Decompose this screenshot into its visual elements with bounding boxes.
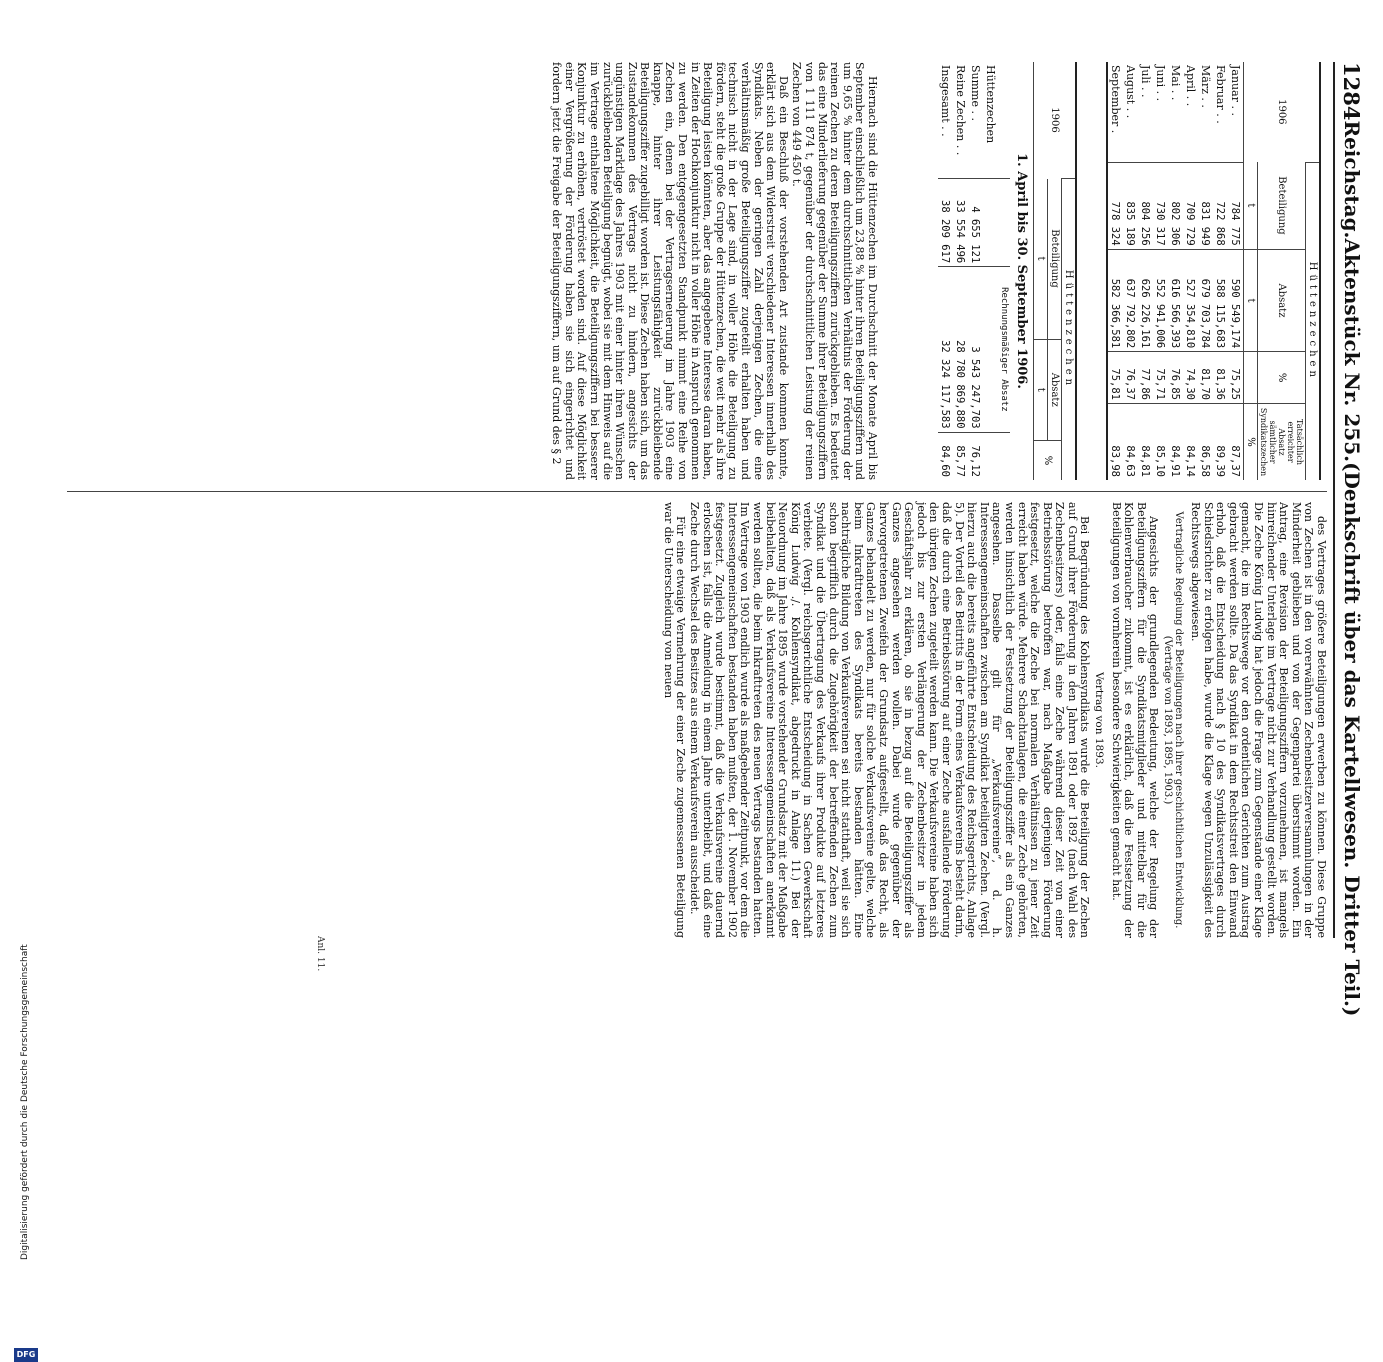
- table-row: [1198, 62, 1213, 480]
- right-column-text-2: [661, 502, 1090, 938]
- paragraph: Daß ein Beschluß der vorstehenden Art zustande kommen konnte, erklärt sich aus dem Widerstreit verschiedener Interessen innerhalb des Syndikats. Neben der geringen Zahl derjenigen Zechen, die eine verhältnismäßig große Beteiligungsziffer zugeteilt erhalten haben und technisch nicht in der Lage sind, in voller Höhe die Beteiligung zu fördern, steht die große Gruppe der Hüttenzechen, die weit mehr als ihre Beteiligung leisten könnten, aber das angegebene Interesse daran haben, in Zeiten der Hochkonjunktur nicht in voller Höhe in Anspruch genommen zu werden. Den entgegengesetzten Standpunkt nimmt eine Reihe von Zechen ein, denen bei der Vertragserneuerung im Jahre 1903 eine knappe, hinter ihrer Leistungsfähigkeit zurückbleibende Beteiligungsziffer zugebilligt worden ist. Diese Zechen haben sich, um das Zustandekommen des Vertrags nicht zu hindern, angesichts der ungünstigen Marktlage des Jahres 1903 mit einer hinter ihren Wünschen zurückbleibenden Beteiligung begnügt, wobei sie mit dem Hinweis auf die im Vertrage enthaltene Möglichkeit, die Beteiligungsziffern bei besserer Konjunktur zu erhöhen, vertröstet worden sind. Auf diese Möglichkeit einer Vergrößerung der Förderung haben sie sich eingerichtet und fordern jetzt die Freigabe der Beteiligungsziffern, um auf Grund des § 2: [550, 62, 790, 480]
- row-label: Reine Zechen . .: [954, 65, 967, 156]
- table-cell: 626 226,161: [1138, 249, 1153, 352]
- table-row: [1123, 62, 1138, 480]
- table-cell: 637 792,802: [1123, 249, 1138, 352]
- table2-col-absatz: Absatz: [1048, 339, 1062, 440]
- table-cell: 87,37: [1228, 404, 1244, 481]
- table-cell: 4 655 121: [968, 179, 983, 267]
- table-cell: 32 324 117,583: [938, 267, 953, 432]
- table-cell: 81,70: [1198, 352, 1213, 404]
- table-row: [938, 62, 953, 480]
- table-cell: 86,58: [1198, 404, 1213, 481]
- page-header: [1339, 62, 1365, 1017]
- row-label: Juni . .: [1154, 65, 1167, 102]
- table-row: [1228, 62, 1244, 480]
- table-cell: 835 189: [1123, 162, 1138, 249]
- row-label: Juli . .: [1139, 65, 1152, 98]
- table-cell: 75,25: [1228, 352, 1244, 404]
- table-row: [1168, 62, 1183, 480]
- table1-body: [1108, 62, 1244, 480]
- subsection-title: Vertrag von 1893.: [1093, 672, 1106, 768]
- table1-col-percent: %: [1258, 352, 1306, 404]
- table-cell: 28 780 869,880: [953, 267, 968, 432]
- column-divider: [67, 491, 1327, 492]
- table-cell: 75,81: [1108, 352, 1123, 404]
- table-cell: 590 549,174: [1228, 249, 1244, 352]
- table-cell: 84,91: [1168, 404, 1183, 481]
- table-cell: 77,86: [1138, 352, 1153, 404]
- monthly-table: [1106, 62, 1321, 480]
- table1-group-title: Hüttenzechen: [1306, 162, 1320, 480]
- section-intro: Angesichts der grundlegenden Bedeutung, welche der Regelung der Beteiligungsziffern für die Syndikatsmitglieder und mittelbar für die Kohlenverbraucher zukommt, ist es erklärlich, daß die Festsetzung der Beteiligungen von vornherein besondere Schwierigkeiten gemacht hat.: [1109, 502, 1161, 938]
- table-cell: 802 306: [1168, 162, 1183, 249]
- table-cell: 38 209 617: [938, 179, 953, 267]
- digitization-credit-text: Digitalisierung gefördert durch die Deutsche Forschungsgemeinschaft: [20, 944, 30, 1260]
- table-cell: [983, 267, 998, 432]
- table-cell: 778 324: [1108, 162, 1123, 249]
- right-column: [660, 502, 1327, 938]
- table1-unit: t: [1244, 249, 1258, 352]
- table-cell: 3 543 247,703: [968, 267, 983, 432]
- row-label: Januar . .: [1229, 65, 1242, 116]
- table-cell: 74,30: [1183, 352, 1198, 404]
- table-cell: 722 868: [1213, 162, 1228, 249]
- table-row: [983, 62, 998, 480]
- summary-table: [938, 62, 1077, 480]
- dfg-logo: DFG: [14, 1348, 38, 1362]
- table-cell: 84,63: [1123, 404, 1138, 481]
- row-label: Summe . .: [969, 65, 982, 121]
- right-column-text: [1188, 502, 1327, 938]
- table1-col-total: Tatsächlich erreichter Absatz sämtlicher Syndikatszechen: [1258, 404, 1306, 481]
- header-document: Aktenstück Nr. 255.: [1340, 238, 1364, 463]
- table-row: [1153, 62, 1168, 480]
- table2-subheader: Rechnungsmäßiger Absatz: [998, 267, 1010, 432]
- row-label: September .: [1109, 65, 1122, 134]
- table-cell: 588 115,683: [1213, 249, 1228, 352]
- header-title: (Denkschrift über das Kartellwesen. Dritter Teil.): [1340, 462, 1364, 1017]
- table-row: [1183, 62, 1198, 480]
- table1-unit: t: [1244, 162, 1258, 249]
- paragraph: des Vertrages größere Beteiligungen erwerben zu können. Diese Gruppe von Zechen ist in den vorerwähnten Zechenbesitzerversammlungen in der Minderheit geblieben und von der Gegenpartei überstimmt worden. Ein Antrag, eine Revision der Beteiligungsziffern vorzunehmen, ist mangels hinreichender Unterlage im Vertrage nicht zur Verhandlung gestellt worden. Die Zeche König Ludwig hat jedoch die Frage zum Gegenstande einer Klage gemacht, die im Rechtswege vor den ordentlichen Gerichten zum Austrag gebracht werden sollte. Da das Syndikat in dem Rechtsstreit den Einwand erhob, daß die Entscheidung nach § 10 des Syndikatsvertrages durch Schiedsrichter zu erfolgen habe, wurde die Klage wegen Unzulässigkeit des Rechtswegs abgewiesen.: [1189, 502, 1328, 938]
- table2-body: [938, 62, 1010, 480]
- table-row: [1213, 62, 1228, 480]
- table-row: [953, 62, 968, 480]
- table2-unit: t: [1034, 179, 1048, 340]
- row-label: Mai . .: [1169, 65, 1182, 101]
- table1-unit: %: [1244, 404, 1258, 481]
- table-cell: [983, 432, 998, 480]
- table-cell: 84,60: [938, 432, 953, 480]
- table-cell: 89,39: [1213, 404, 1228, 481]
- table2-col-beteiligung: Beteiligung: [1048, 179, 1062, 340]
- paragraph: Bei Begründung des Kohlensyndikats wurde die Beteiligung der Zechen auf Grund ihrer Förderung in den Jahren 1891 oder 1892 (nach Wahl des Zechenbesitzers) oder, falls eine Zeche während dieser Zeit von einer Betriebsstörung betroffen war, nach Maßgabe derjenigen Förderung festgesetzt, welche die Zeche bei normalen Verhältnissen zu jener Zeit erreicht haben würde. Mehrere Schachtanlagen, die einer Zeche gehörten, werden hinsichtlich der Festsetzung der Beteiligungsziffer als ein Ganzes angesehen. Dasselbe gilt für „Verkaufsvereine“, d. h. Interessengemeinschaften zwischen am Syndikat beteiligten Zechen. (Vergl. hierzu auch die bereits angeführte Entscheidung des Reichsgerichts, Anlage 5). Der Vorteil des Beitritts in der Form eines Verkaufsvereins besteht darin, daß die durch eine Betriebsstörung auf einer Zeche ausfallende Förderung den übrigen Zechen zugeteilt werden kann. Die Verkaufsvereine haben sich jedoch bis zur ersten Verlängerung der Zechenbesitzer in jedem Geschäftsjahr zu erklären, ob sie in bezug auf die Beteiligungsziffer als Ganzes angesehen werden wollen. Dabei wurde gegenüber der hervorgetretenen Zweifeln der Grundsatz aufgestellt, daß das Recht, als Ganzes behandelt zu werden, nur für solche Verkaufsvereine gelte, welche beim Inkrafttreten des Syndikats bereits bestanden hätten. Eine nachträgliche Bildung von Verkaufsvereinen sei nicht statthaft, weil sie sich schon begrifflich durch die Zugehörigkeit der betreffenden Zechen zum Syndikat und die Übertragung des Verkaufs ihrer Produkte auf letzteres verbiete. (Vergl. reichsgerichtliche Entscheidung in Sachen Gewerkschaft König Ludwig ./. Kohlensyndikat, abgedruckt in Anlage 11.) Bei der Neuordnung im Jahre 1895 wurde vorstehender Grundsatz mit der Maßgabe beibehalten, daß als Verkaufsvereine Interessengemeinschaften anerkannt werden sollten, die beim Inkrafttreten des neuen Vertrags bestanden hatten. Im Vertrage von 1903 endlich wurde als maßgebender Zeitpunkt, vor dem die Interessengemeinschaften bestanden haben mußten, der 1. November 1902 festgesetzt. Zugleich wurde bestimmt, daß die Verkaufsvereine dauernd erloschen ist, falls die Anmeldung in einem Jahre unterbleibt, und daß eine Zeche durch Wechsel des Besitzes aus einem Verkaufsverein ausscheidet.: [688, 502, 1092, 938]
- table-cell: 33 554 496: [953, 179, 968, 267]
- table-cell: 84,81: [1138, 404, 1153, 481]
- left-column-text: [549, 62, 878, 480]
- margin-note: Anl. 11.: [315, 936, 325, 972]
- row-label: März . .: [1199, 65, 1212, 108]
- table2-unit: t: [1034, 339, 1048, 440]
- table-cell: 730 317: [1153, 162, 1168, 249]
- table-cell: 76,12: [968, 432, 983, 480]
- table1-year: 1906: [1244, 62, 1320, 162]
- table-cell: 527 354,810: [1183, 249, 1198, 352]
- table2-col-percent: %: [1034, 440, 1062, 480]
- row-label: August . .: [1124, 65, 1137, 119]
- table-row: [1138, 62, 1153, 480]
- row-label: Februar . .: [1214, 65, 1227, 124]
- table-cell: 616 566,393: [1168, 249, 1183, 352]
- paragraph: Hiernach sind die Hüttenzechen im Durchschnitt der Monate April bis September einschließlich um 23,88 % hinter ihren Beteiligungsziffern und um 9,65 % hinter dem durchschnittlichen Verhältnis der Förderung der reinen Zechen zu deren Beteiligungsziffern zurückgeblieben. Es bedeutet das eine Minderlieferung gegenüber der Summe ihrer Beteiligungsziffern von 1 111 874 t, gegenüber der durchschnittlichen Leistung der reinen Zechen von 449 450 t.: [790, 62, 879, 480]
- table-cell: 76,85: [1168, 352, 1183, 404]
- page-number: 1284: [1339, 62, 1365, 121]
- table2-group-title: Hüttenzechen: [1062, 179, 1076, 481]
- table-cell: 709 729: [1183, 162, 1198, 249]
- digitization-credit: [16, 600, 36, 1260]
- row-label: Insgesamt . .: [939, 65, 952, 137]
- table-cell: 831 949: [1198, 162, 1213, 249]
- table-row: [1108, 62, 1123, 480]
- table-cell: 582 366,581: [1108, 249, 1123, 352]
- table1-col-absatz: Absatz: [1258, 249, 1306, 352]
- row-label: April . .: [1184, 65, 1197, 107]
- table2-period: 1. April bis 30. September 1906.: [1014, 153, 1029, 389]
- table-cell: 85,77: [953, 432, 968, 480]
- header-rule: [1333, 62, 1335, 938]
- table-cell: 552 941,006: [1153, 249, 1168, 352]
- table-cell: 76,37: [1123, 352, 1138, 404]
- table-cell: 83,98: [1108, 404, 1123, 481]
- table-cell: 75,71: [1153, 352, 1168, 404]
- header-chamber: Reichstag.: [1340, 120, 1364, 239]
- table-cell: 784 775: [1228, 162, 1244, 249]
- table2-year: 1906: [1034, 62, 1076, 179]
- table1-col-beteiligung: Beteiligung: [1258, 162, 1306, 249]
- table-cell: 679 703,784: [1198, 249, 1213, 352]
- table-row: [968, 62, 983, 480]
- table-cell: 85,10: [1153, 404, 1168, 481]
- section-title: Vertragliche Regelung der Beteiligungen nach ihrer geschichtlichen Entwicklung. (Verträge von 1893, 1895, 1903.): [1161, 511, 1185, 929]
- row-label: Hüttenzechen: [984, 65, 997, 144]
- paragraph: Für eine etwaige Vermehrung der einer Zeche zugemessenen Beteiligung war die Unterscheidung von neuen: [661, 502, 688, 938]
- table-cell: 84,14: [1183, 404, 1198, 481]
- table-cell: [983, 179, 998, 267]
- table-cell: 81,36: [1213, 352, 1228, 404]
- table-cell: 804 256: [1138, 162, 1153, 249]
- table1-unit: [1244, 352, 1258, 404]
